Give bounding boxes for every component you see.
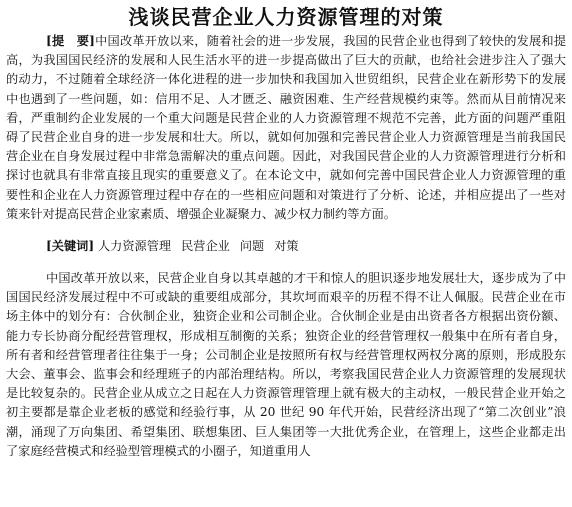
abstract-text: 中国改革开放以来，随着社会的进一步发展，我国的民营企业也得到了较快的发展和提高，为我国国民经济的发展和人民生活水平的进一步提高做出了巨大的贡献，也给社会进步注入了强大的动力，不过随着全球经济一体化进程的进一步加快和我国加入世贸组织，民营企业在新形势下的发展中也遇到了一些问题，如：信用不足、人才匮乏、融资困难、生产经营规模约束等。然而从目前情况来看，严重制约企业发展的一个重大问题是民营企业的人力资源管理不规范不完善，此方面的问题严重阻碍了民营企业自身的进一步发展和壮大。所以，就如何加强和完善民营企业人力资源管理是当前我国民营企业在自身发展过程中非常急需解决的重点问题。因此，对我国民营企业的人力资源管理进行分析和探讨也就具有非常直接且现实的重要意义了。在本论文中，就如何完善中国民营企业人力资源管理的重要性和企业在人力资源管理过程中存在的一些相应问题和对策进行了分析、论述，并相应提出了一些对策来针对提高民营企业家素质、增强企业凝聚力、减少权力制约等方面。 [6, 34, 566, 221]
abstract-label: [提 要] [46, 34, 95, 48]
keyword-item: 民营企业 [181, 239, 230, 254]
keyword-item: 人力资源管理 [97, 239, 172, 254]
body-paragraph: 中国改革开放以来，民营企业自身以其卓越的才干和惊人的胆识逐步地发展壮大，逐步成为了中国国民经济发展过程中不可或缺的重要组成部分，其坎坷而艰辛的历程不得不让人佩服。民营企业在市场主体中的划分有：合伙制企业，独资企业和公司制企业。合伙制企业是由出资者各方根据出资份额、能力专长协商分配经营管理权，形成相互制衡的关系；独资企业的经营管理权一般集中在所有者自身，所有者和经营管理者往往集于一身；公司制企业是按照所有权与经营管理权两权分离的原则，形成股东大会、董事会、监事会和经理班子的内部治理结构。所以，考察我国民营企业人力资源管理的发展现状是比较复杂的。民营企业从成立之日起在人力资源管理管理上就有极大的主动权，一般民营企业开始之初主要都是靠企业老板的感觉和经验行事，从 20 世纪 90 年代开始，民营经济出现了“第二次创业”浪潮，涌现了万向集团、希望集团、联想集团、巨人集团等一大批优秀企业，在管理上，这些企业都走出了家庭经营模式和经验型管理模式的小圈子，知道重用人 [6, 271, 566, 458]
keywords-line [6, 237, 566, 256]
abstract-paragraph [6, 32, 566, 224]
document-title: 浅谈民营企业人力资源管理的对策 [128, 5, 444, 29]
keyword-item: 对策 [274, 239, 299, 254]
keywords-label: [关键词] [46, 239, 95, 254]
keyword-item: 问题 [239, 239, 265, 254]
